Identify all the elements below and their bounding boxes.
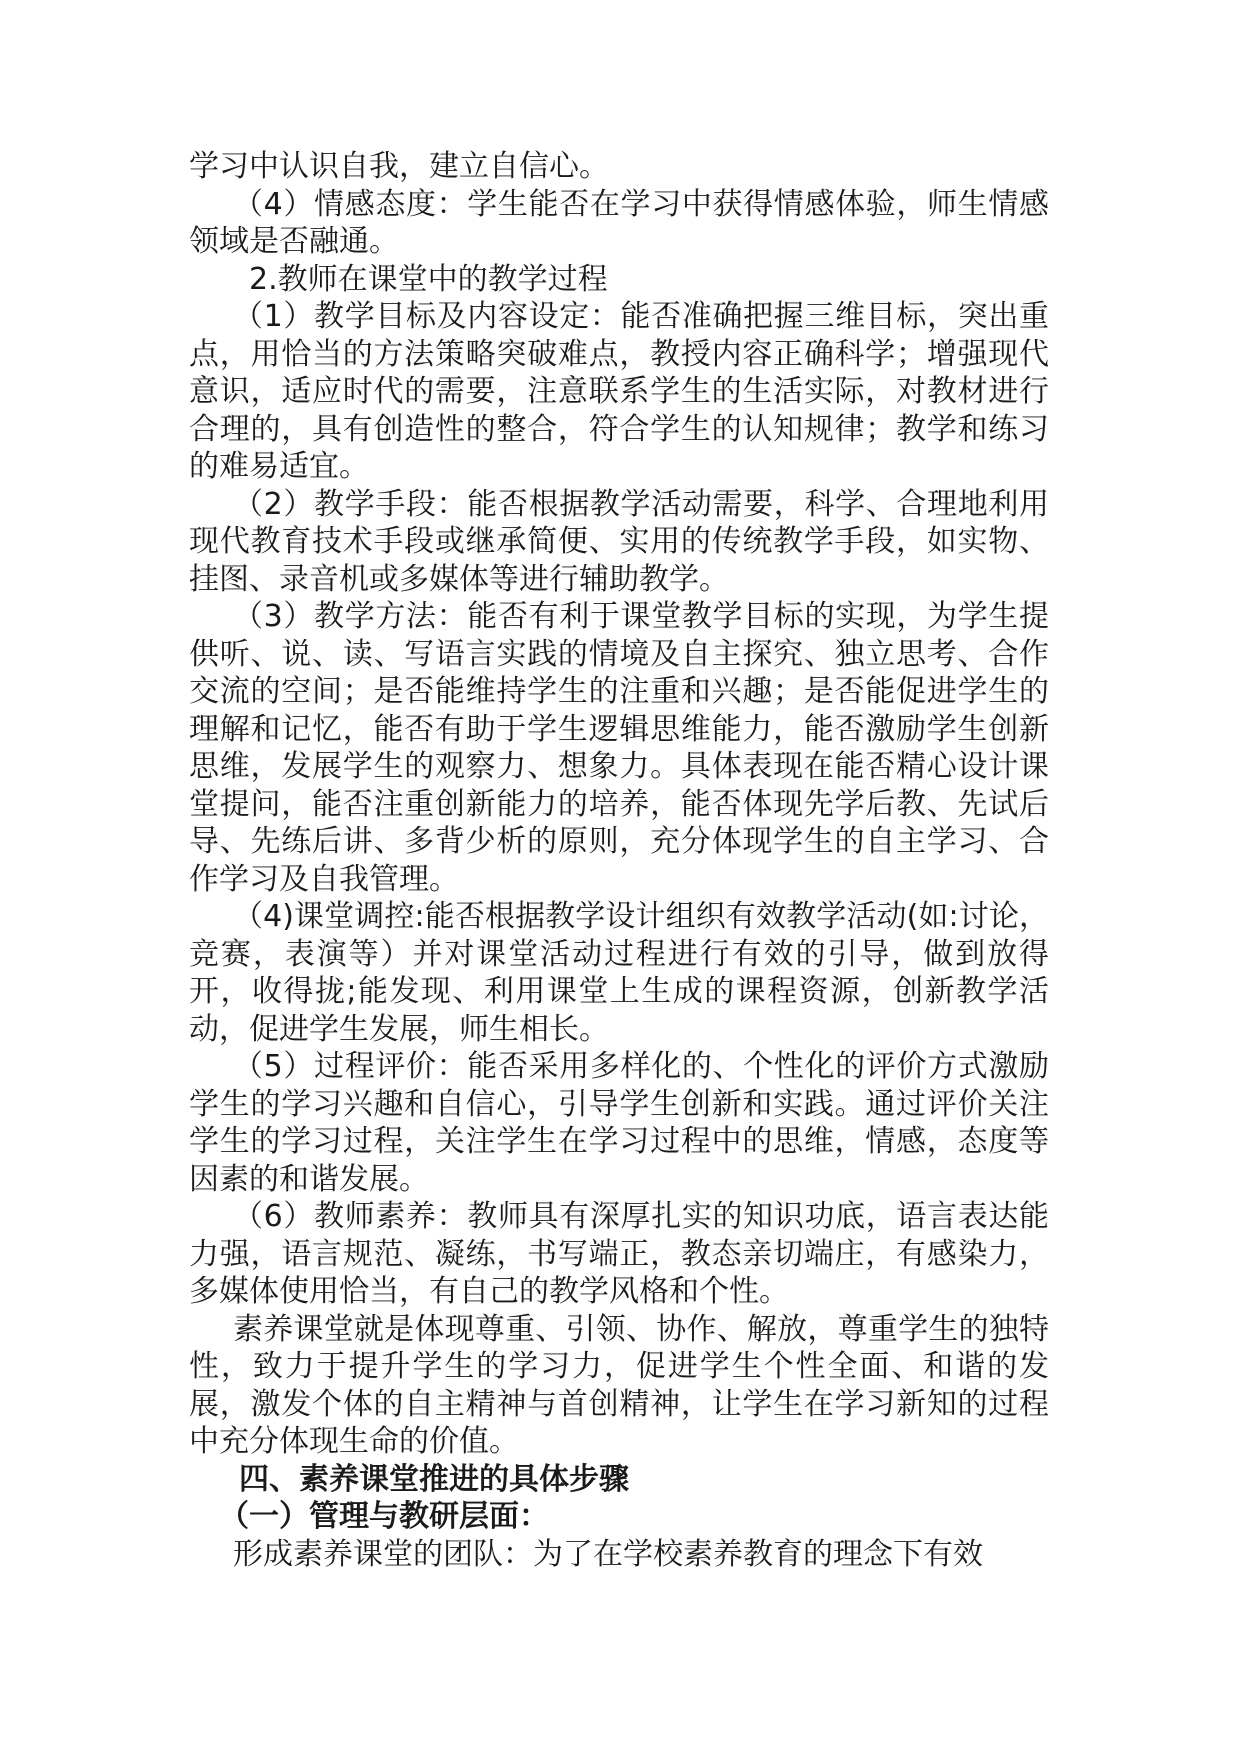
paragraph-teaching-goals: （1）教学目标及内容设定：能否准确把握三维目标，突出重点，用恰当的方法策略突破难点，教授内容正确科学；增强现代意识，适应时代的需要，注意联系学生的生活实际，对教材进行合理的，具有创造性的整合，符合学生的认知规律；教学和练习的难易适宜。 xyxy=(189,299,1049,484)
paragraph-summary: 素养课堂就是体现尊重、引领、协作、解放，尊重学生的独特性，致力于提升学生的学习力，促进学生个性全面、和谐的发展，激发个体的自主精神与首创精神，让学生在学习新知的过程中充分体现生命的价值。 xyxy=(189,1311,1049,1459)
subsection-heading-management: （一）管理与教研层面： xyxy=(219,1499,549,1534)
paragraph-teaching-means: （2）教学手段：能否根据教学活动需要，科学、合理地利用现代教育技术手段或继承简便、实用的传统教学手段，如实物、挂图、录音机或多媒体等进行辅助教学。 xyxy=(189,486,1049,597)
paragraph-emotional-attitude: （4）情感态度：学生能否在学习中获得情感体验，师生情感领域是否融通。 xyxy=(189,186,1049,259)
paragraph-teaching-methods: （3）教学方法：能否有利于课堂教学目标的实现，为学生提供听、说、读、写语言实践的情境及自主探究、独立思考、合作交流的空间；是否能维持学生的注重和兴趣；是否能促进学生的理解和记忆，能否有助于学生逻辑思维能力，能否激励学生创新思维，发展学生的观察力、想象力。具体表现在能否精心设计课堂提问，能否注重创新能力的培养，能否体现先学后教、先试后导、先练后讲、多背少析的原则，充分体现学生的自主学习、合作学习及自我管理。 xyxy=(189,599,1049,897)
paragraph-teacher-quality: （6）教师素养：教师具有深厚扎实的知识功底，语言表达能力强，语言规范、凝练，书写端正，教态亲切端庄，有感染力，多媒体使用恰当，有自己的教学风格和个性。 xyxy=(189,1199,1049,1309)
paragraph-classroom-control: （4)课堂调控:能否根据教学设计组织有效教学活动(如:讨论，竞赛，表演等）并对课堂活动过程进行有效的引导，做到放得开，收得拢;能发现、利用课堂上生成的课程资源，创新教学活动，促进学生发展，师生相长。 xyxy=(189,899,1049,1047)
paragraph-continuation: 学习中认识自我，建立自信心。 xyxy=(189,149,609,184)
section-heading-teaching-process: 2.教师在课堂中的教学过程 xyxy=(249,261,608,297)
section-heading-steps: 四、素养课堂推进的具体步骤 xyxy=(239,1461,629,1497)
paragraph-team: 形成素养课堂的团队：为了在学校素养教育的理念下有效 xyxy=(233,1536,983,1572)
paragraph-process-evaluation: （5）过程评价：能否采用多样化的、个性化的评价方式激励学生的学习兴趣和自信心，引导学生创新和实践。通过评价关注学生的学习过程，关注学生在学习过程中的思维，情感，态度等因素的和谐发展。 xyxy=(189,1049,1049,1197)
document-body xyxy=(189,148,1049,1573)
